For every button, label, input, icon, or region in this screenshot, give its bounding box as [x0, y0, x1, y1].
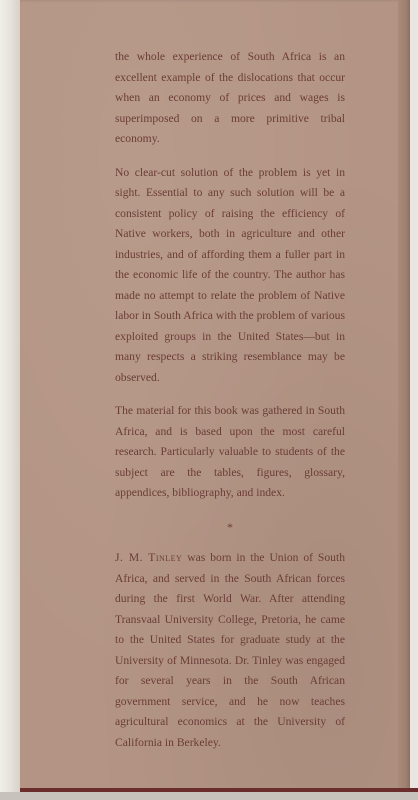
paragraph-economy: the whole experience of South Africa is an excellent example of the dislocations that occur when an economy of prices and wages is superimposed on a more primitive tribal economy.	[115, 50, 345, 145]
jacket-fold-edge	[398, 0, 410, 792]
page-edge-bottom	[0, 792, 418, 800]
author-bio	[115, 548, 345, 753]
author-bio-text: was born in the Union of South Africa, and served in the South African forces during the first World War. After attending Transvaal University College, Pretoria, he came to the United States for graduate study at the University of Minnesota. Dr. Tinley was engaged for several years in the South African government service, and he now teaches agricultural economics at the University of California in Berkeley.	[115, 551, 345, 749]
page-edge-left	[0, 0, 20, 800]
paragraph-material: The material for this book was gathered in South Africa, and is based upon the most careful research. Particularly valuable to students of the subject are the tables, figures, glossary, appendices, bibliography, and index.	[115, 404, 345, 499]
paragraph-solution: No clear-cut solution of the problem is yet in sight. Essential to any such solution will be a consistent policy of raising the efficiency of Native workers, both in agriculture and other industries, and of affording them a fuller part in the economic life of the country. The author has made no attempt to relate the problem of Native labor in South Africa with the problem of various exploited groups in the United States—but in many respects a striking resemblance may be observed.	[115, 165, 345, 384]
flap-text	[115, 47, 345, 766]
section-separator: *	[227, 519, 233, 534]
author-name: J. M. Tinley	[115, 551, 183, 564]
